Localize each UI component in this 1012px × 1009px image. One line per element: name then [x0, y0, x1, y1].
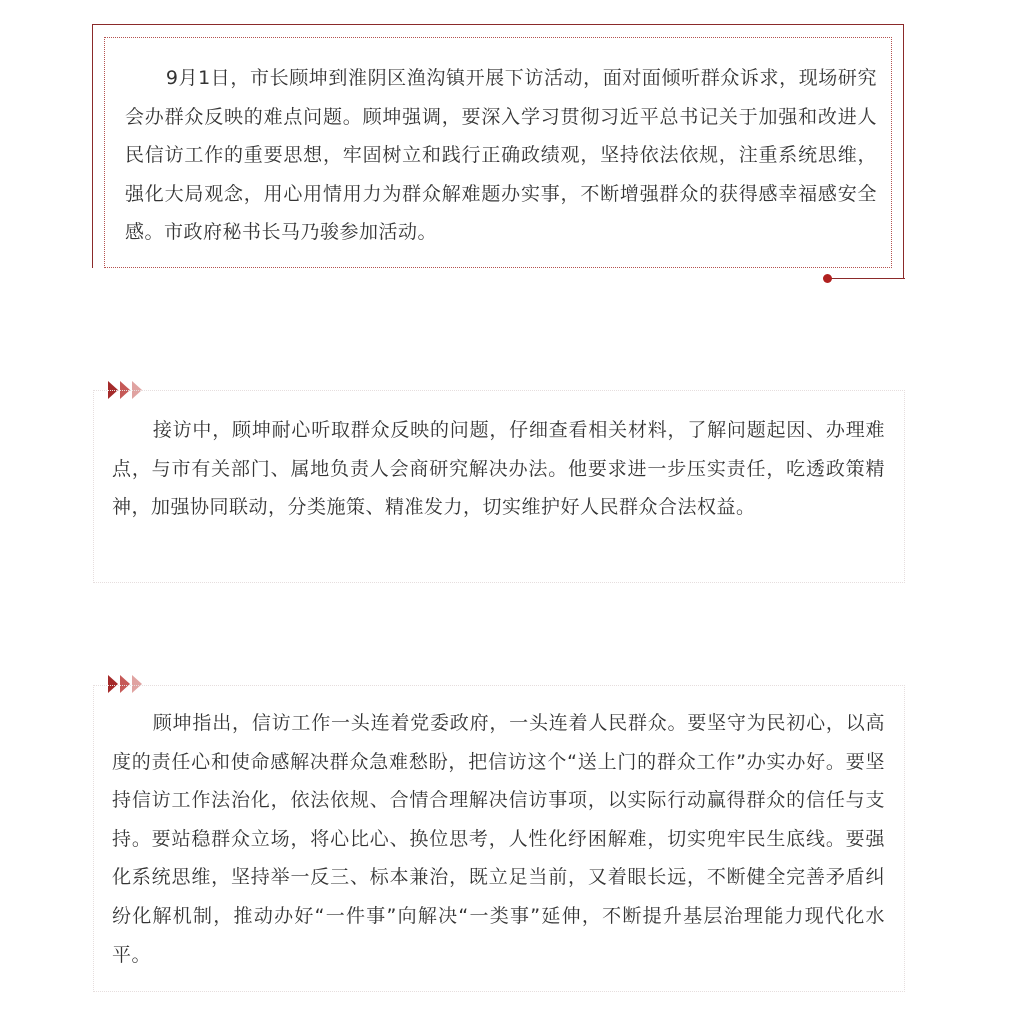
frame-gap — [92, 268, 95, 280]
section-3-text-block — [112, 704, 885, 974]
section-3-paragraph: 顾坤指出，信访工作一头连着党委政府，一头连着人民群众。要坚守为民初心，以高度的责任心和使命感解决群众急难愁盼，把信访这个“送上门的群众工作”办实办好。要坚持信访工作法治化，依法依规、合情合理解决信访事项，以实际行动赢得群众的信任与支持。要站稳群众立场，将心比心、换位思考，人性化纾困解难，切实兜牢民生底线。要强化系统思维，坚持举一反三、标本兼治，既立足当前，又着眼长远，不断健全完善矛盾纠纷化解机制，推动办好“一件事”向解决“一类事”延伸，不断提升基层治理能力现代化水平。 — [112, 712, 885, 966]
frame-bottom-accent-line — [828, 278, 905, 279]
section-2-paragraph: 接访中，顾坤耐心听取群众反映的问题，仔细查看相关材料，了解问题起因、办理难点，与市有关部门、属地负责人会商研究解决办法。他要求进一步压实责任，吃透政策精神，加强协同联动，分类施策、精准发力，切实维护好人民群众合法权益。 — [112, 419, 885, 519]
section-2-text-block — [112, 411, 885, 527]
intro-paragraph: 9月1日，市长顾坤到淮阴区渔沟镇开展下访活动，面对面倾听群众诉求，现场研究会办群众反映的难点问题。顾坤强调，要深入学习贯彻习近平总书记关于加强和改进人民信访工作的重要思想，牢固树立和践行正确政绩观，坚持依法依规，注重系统思维，强化大局观念，用心用情用力为群众解难题办实事，不断增强群众的获得感幸福感安全感。市政府秘书长马乃骏参加活动。 — [125, 67, 877, 244]
intro-text-block — [125, 59, 877, 252]
frame-accent-dot — [823, 274, 832, 283]
